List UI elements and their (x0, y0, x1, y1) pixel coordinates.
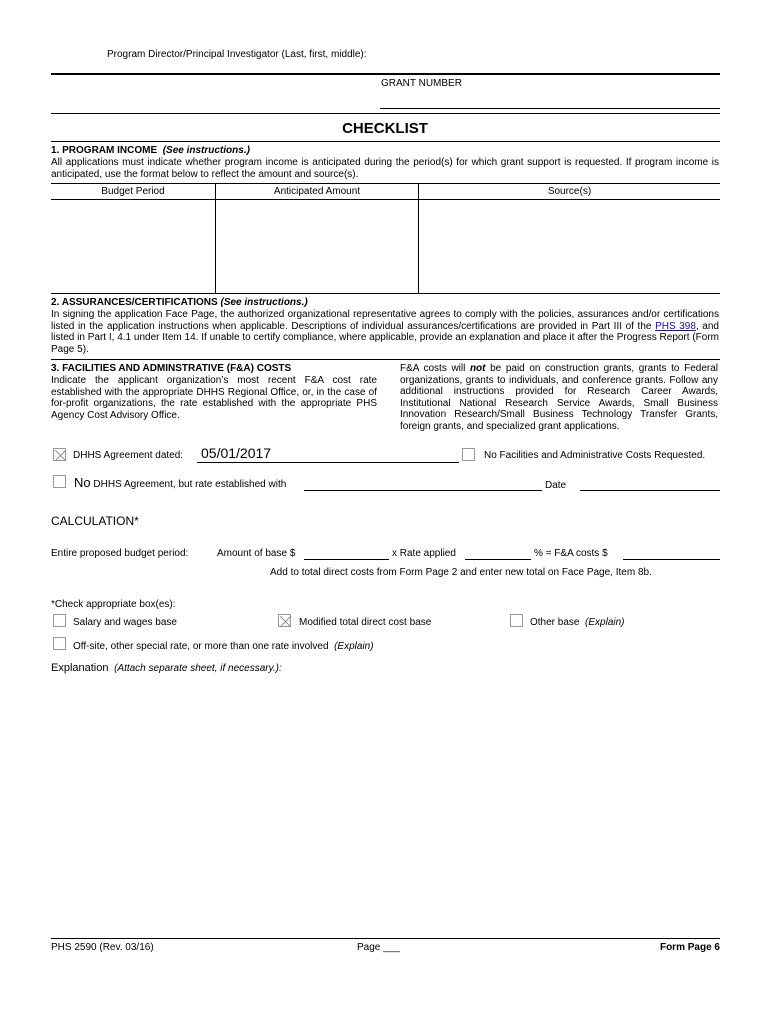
dhhs-agreement-checkbox[interactable] (53, 448, 66, 461)
rate-applied-field[interactable] (465, 559, 531, 560)
column-anticipated-amount: Anticipated Amount (216, 184, 419, 200)
section2-text (51, 309, 719, 355)
fa-costs-field[interactable] (623, 559, 720, 560)
check-boxes-heading: *Check appropriate box(es): (51, 599, 176, 610)
dhhs-agreement-label: DHHS Agreement dated: (73, 450, 184, 461)
modified-direct-cost-label: Modified total direct cost base (299, 617, 432, 628)
dhhs-date-line (197, 462, 459, 463)
offsite-rate-label: Off-site, other special rate, or more than one rate involved (73, 641, 329, 652)
section2-divider (51, 359, 720, 360)
section3-right-before: F&A costs will (400, 363, 470, 374)
salary-wages-checkbox[interactable] (53, 614, 66, 627)
pi-label: Program Director/Principal Investigator (Last, first, middle): (107, 49, 367, 60)
no-fa-costs-checkbox[interactable] (462, 448, 475, 461)
no-dhhs-row (74, 475, 286, 490)
section1-heading: 1. PROGRAM INCOME (51, 145, 158, 156)
section3-right-after: be paid on construction grants, grants to Federal organizations, grants to individuals, and conference grants. Follow any additional instructions provided for Research Career Awards, Institutional National Research Service Awards, Small Business Innovation Research/Small Business Technology Transfer Grants, foreign grants, and specialized grant applications. (400, 363, 718, 432)
no-dhhs-label: DHHS Agreement, but rate established with (93, 479, 287, 490)
grant-number-label: GRANT NUMBER (381, 78, 462, 89)
section1-note: (See instructions.) (162, 145, 250, 156)
entire-period-label: Entire proposed budget period: (51, 548, 189, 559)
fa-costs-label: % = F&A costs $ (534, 548, 608, 559)
explanation-label: Explanation (51, 662, 109, 674)
section1-text: All applications must indicate whether program income is anticipated during the period(s) for which grant support is requested. If program income is anticipated, use the format below to reflect the amount and source(s). (51, 157, 719, 180)
no-fa-costs-label: No Facilities and Administrative Costs Requested. (484, 450, 706, 461)
no-prefix: No (74, 475, 91, 490)
form-id: PHS 2590 (Rev. 03/16) (51, 942, 154, 953)
section2-heading-row (51, 297, 308, 308)
offsite-rate-note: (Explain) (334, 641, 374, 652)
date-field-line[interactable] (580, 490, 720, 491)
section2-note: (See instructions.) (220, 297, 308, 308)
page-title: CHECKLIST (342, 120, 428, 137)
no-dhhs-agreement-checkbox[interactable] (53, 475, 66, 488)
dhhs-agreement-date[interactable]: 05/01/2017 (201, 445, 272, 461)
salary-wages-label: Salary and wages base (73, 617, 177, 628)
page-label: Page (357, 942, 381, 953)
section2-heading: 2. ASSURANCES/CERTIFICATIONS (51, 297, 218, 308)
title-divider (51, 141, 720, 142)
amount-base-field[interactable] (304, 559, 389, 560)
rate-applied-label: x Rate applied (392, 548, 456, 559)
section3-heading: 3. FACILITIES AND ADMINSTRATIVE (F&A) COSTS (51, 363, 292, 374)
section3-right-text (400, 363, 718, 433)
modified-direct-cost-checkbox[interactable] (278, 614, 291, 627)
page-blank[interactable]: ___ (383, 942, 400, 953)
section3-right-emph: not (469, 363, 486, 374)
calculation-note: Add to total direct costs from Form Page 2 and enter new total on Face Page, Item 8b. (270, 567, 652, 578)
offsite-rate-checkbox[interactable] (53, 637, 66, 650)
amount-base-label: Amount of base $ (217, 548, 296, 559)
explanation-row (51, 662, 282, 674)
explanation-area[interactable] (51, 678, 720, 928)
grant-number-field-line[interactable] (380, 108, 720, 109)
other-base-checkbox[interactable] (510, 614, 523, 627)
section3-left-text: Indicate the applicant organization’s most recent F&A cost rate established with the appropriate DHHS Regional Office, or, in the case of for-profit organizations, the rate established with the appropriate PHS Agency Cost Advisory Office. (51, 375, 377, 421)
sources-cell[interactable] (419, 200, 721, 294)
header-divider (51, 113, 720, 114)
other-base-row (530, 617, 625, 628)
program-income-table (51, 183, 720, 294)
column-sources: Source(s) (419, 184, 721, 200)
column-budget-period: Budget Period (51, 184, 216, 200)
date-label: Date (545, 480, 567, 491)
section2-text-before-link: In signing the application Face Page, the authorized organizational representative agrees to comply with the policies, assurances and/or certifications listed in the application instructions when applicable. Descriptions of individual assurances/certifications are provided in Part III of the (51, 309, 719, 332)
pi-field-line (51, 73, 720, 75)
footer-divider (51, 938, 720, 939)
offsite-rate-row (73, 641, 374, 652)
phs-398-link[interactable]: PHS 398 (655, 320, 696, 332)
other-base-note: (Explain) (585, 617, 625, 628)
rate-established-with-line[interactable] (304, 490, 542, 491)
page-number-row (357, 942, 400, 953)
section1-heading-row (51, 145, 250, 156)
other-base-label: Other base (530, 617, 580, 628)
form-page-label: Form Page 6 (659, 942, 720, 953)
section2-text-after-link: , and listed in Part I, 4.1 under Item 14. If unable to certify compliance, where applicable, provide an explanation and place it after the Progress Report (Form Page 5). (51, 320, 719, 355)
anticipated-amount-cell[interactable] (216, 200, 419, 294)
budget-period-cell[interactable] (51, 200, 216, 294)
calculation-heading: CALCULATION* (51, 514, 139, 528)
explanation-note: (Attach separate sheet, if necessary.): (114, 663, 282, 674)
